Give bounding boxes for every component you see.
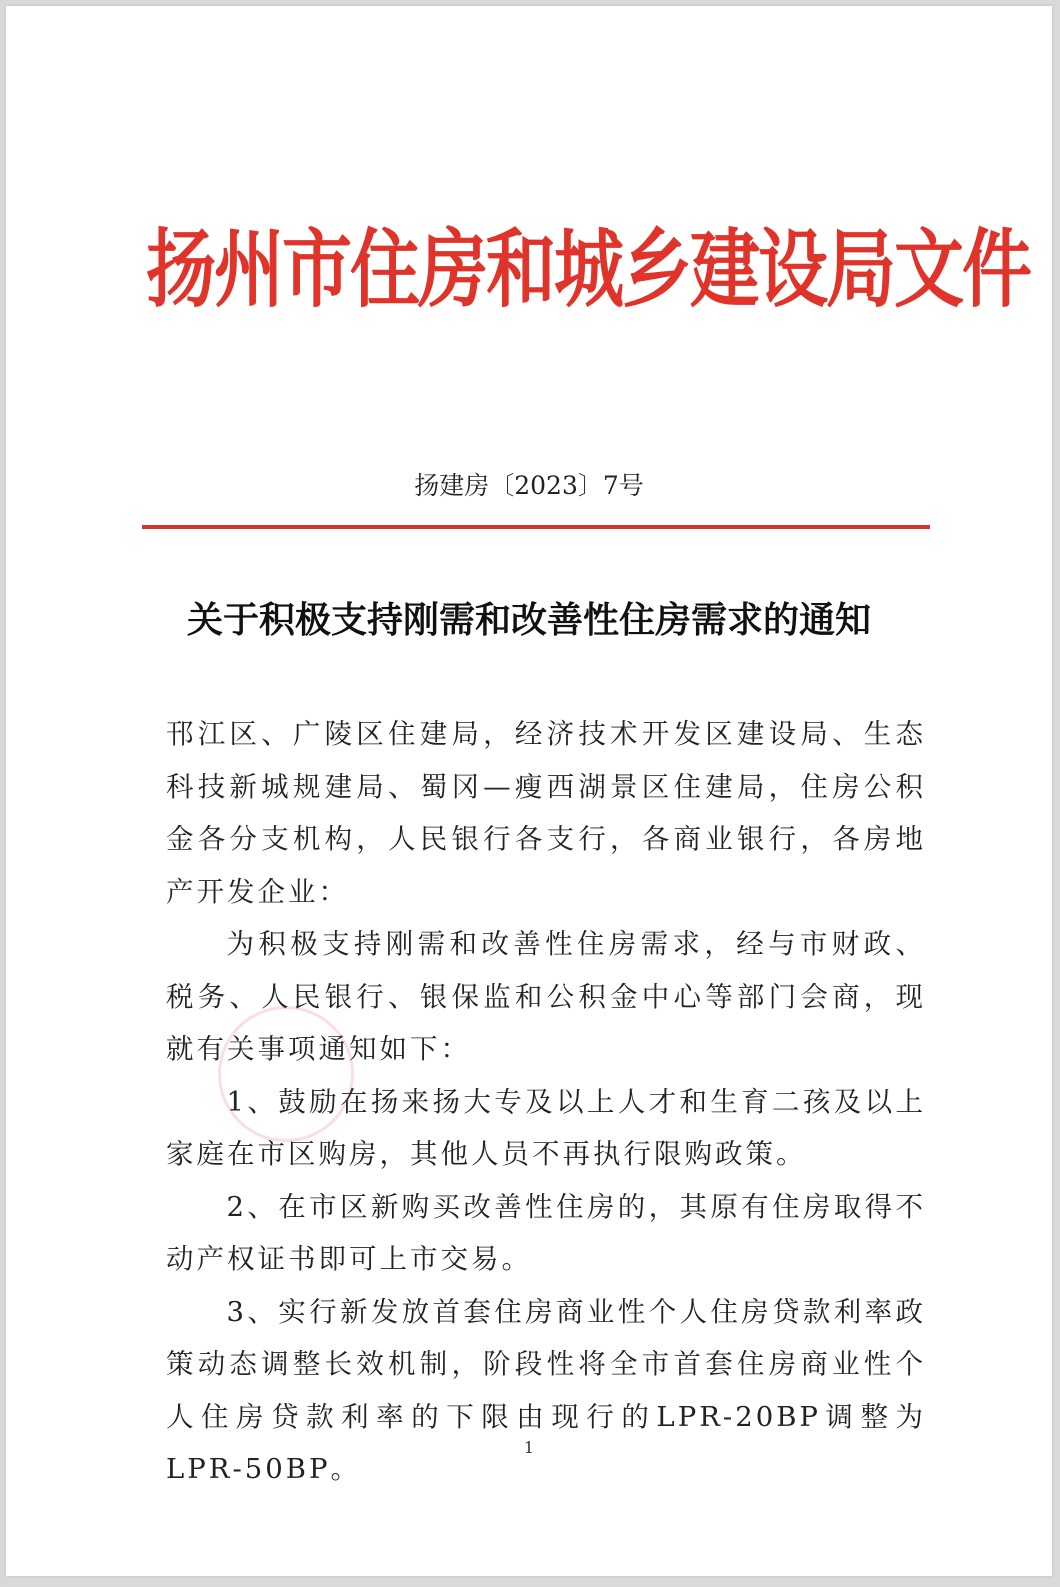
item-paragraph-1: 1、鼓励在扬来扬大专及以上人才和生育二孩及以上家庭在市区购房，其他人员不再执行限购政策。 [166,1085,926,1170]
red-divider-line [142,525,930,529]
notice-body [166,708,926,1496]
notice-title: 关于积极支持刚需和改善性住房需求的通知 [186,599,871,641]
document-number: 扬建房〔2023〕7号 [414,471,644,500]
intro-paragraph: 为积极支持刚需和改善性住房需求，经与市财政、税务、人民银行、银保监和公积金中心等部门会商，现就有关事项通知如下： [166,928,926,1065]
addressee-paragraph: 邗江区、广陵区住建局，经济技术开发区建设局、生态科技新城规建局、蜀冈—瘦西湖景区住建局，住房公积金各分支机构，人民银行各支行，各商业银行，各房地产开发企业： [166,718,926,908]
item-paragraph-3: 3、实行新发放首套住房商业性个人住房贷款利率政策动态调整长效机制，阶段性将全市首套住房商业性个人住房贷款利率的下限由现行的LPR-20BP调整为LPR-50BP。 [166,1295,926,1485]
agency-header: 扬州市住房和城乡建设局文件 [146,219,1030,320]
document-page [6,6,1052,1576]
page-number: 1 [523,1438,535,1457]
item-paragraph-2: 2、在市区新购买改善性住房的，其原有住房取得不动产权证书即可上市交易。 [166,1190,926,1275]
